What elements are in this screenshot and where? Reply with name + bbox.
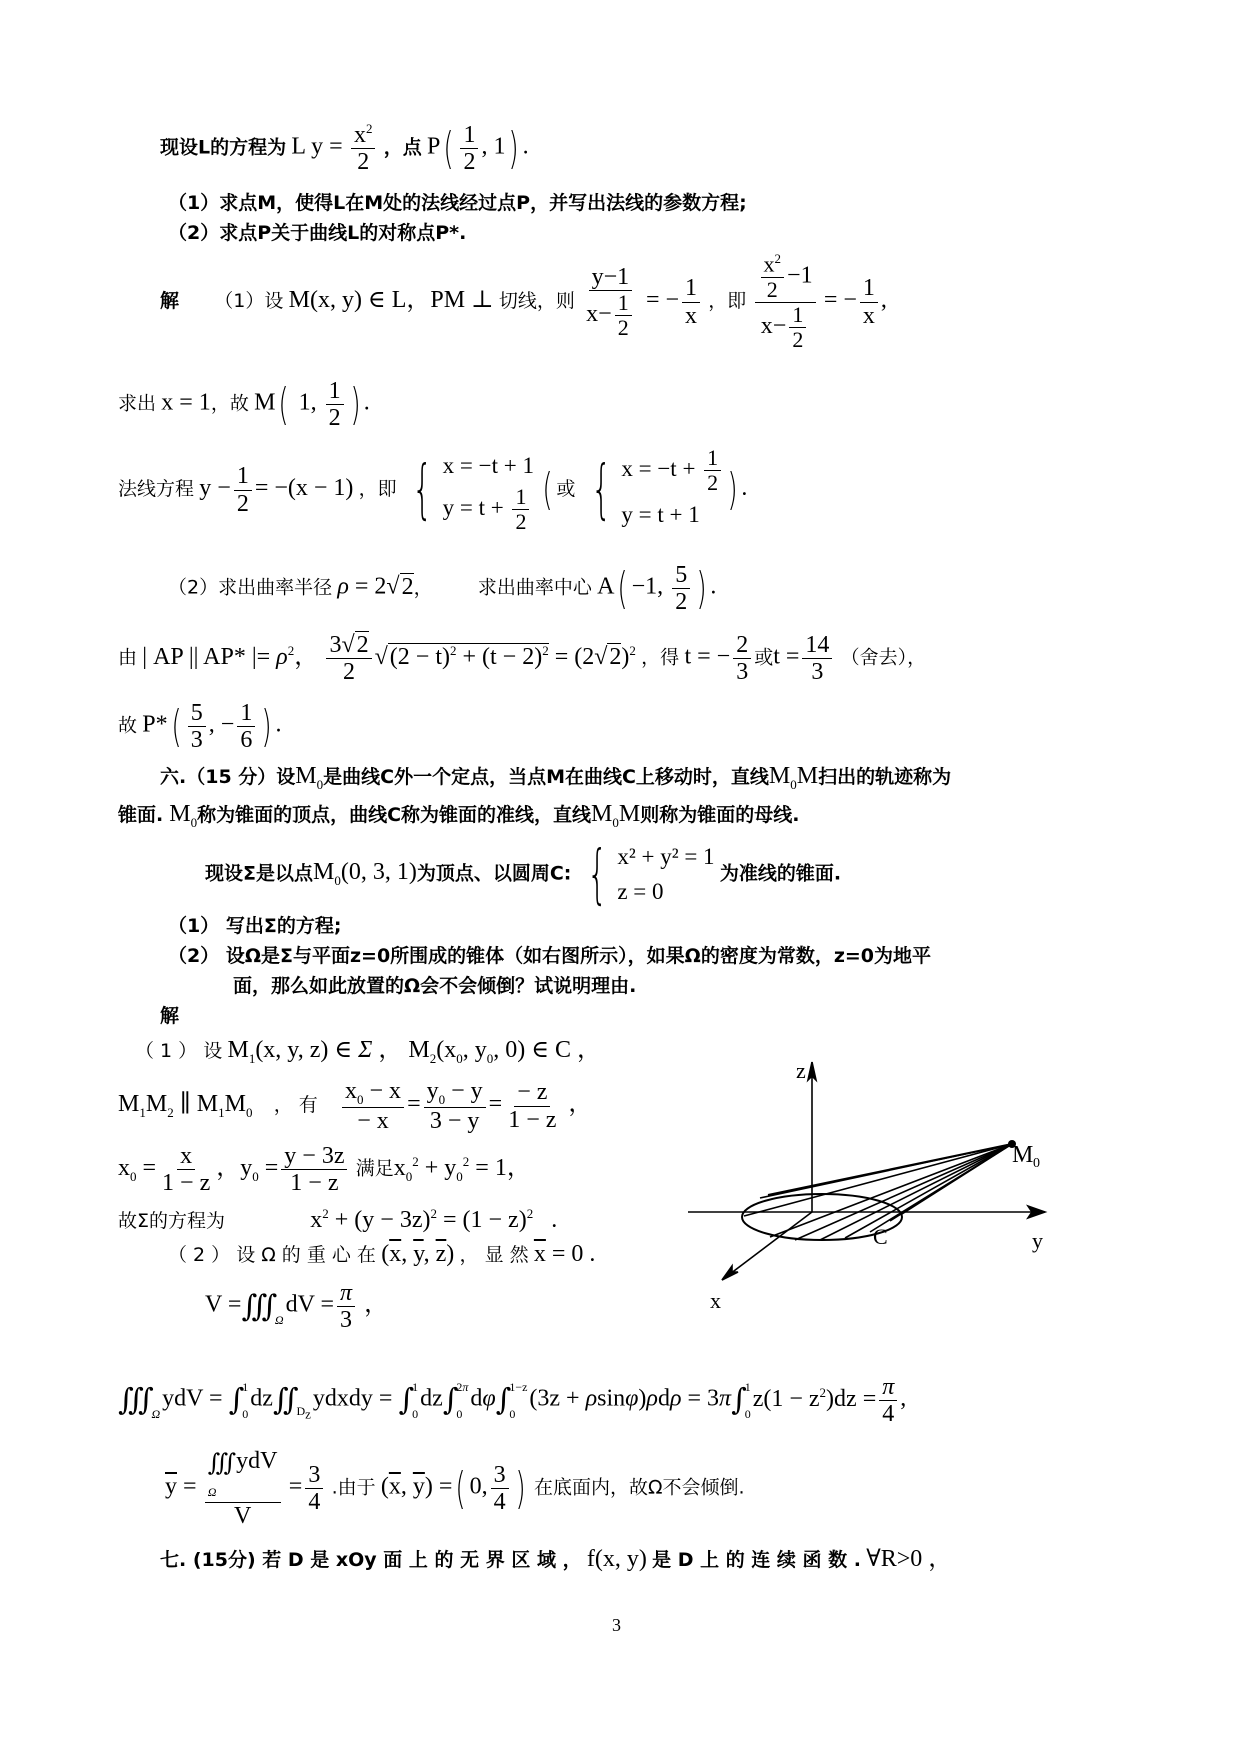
solution-label: 解 [160,1005,180,1027]
p6-ybar-line: $\overline{y}$ = ∭ydV Ω V = $\frac{3}{4}$ .由于 ($\overline{x}$, $\overline{y}$) =( 0, $\frac{3}{4}$ ) 在底面内，故Ω不会倾倒. [165,1448,745,1530]
solution-label: 解 [160,289,180,312]
p5-question-2: （2）求点P关于曲线L的对称点P*. [168,222,467,244]
vertex-label-m0: M [1012,1142,1034,1168]
p6-line-3: 现设Σ是以点$M_0(0$, 3, 1)为顶点、以圆周C: { x² + y² = 1 z = 0 为准线的锥面. [205,837,842,912]
p5-normal-line-eq: 法线方程 y − $\frac{1}{2}$ = −(x − 1) ，即 { x = −t + 1 y = t + $\frac{1}{2}$ ( 或 { x = −t + $\frac{1}{2}$ y = t + 1 ) . [118,445,748,535]
p6-sigma-equation: 故Σ的方程为 $x^2 + (y - 3z)^2 = (1 - z)^2$ . [118,1206,558,1233]
axis-label-y: y [1032,1228,1043,1253]
p5-result-pstar: 故 P*( $\frac{5}{3}$ , − $\frac{1}{6}$ ) . [118,700,282,754]
p5-solution-1-line: 解 （1）设 M(x, y) ∈ L，PM ⊥ 切线，则 y−1 x− $\frac{1}{2}$ = − $\frac{1}{x}$ ，即 $\frac{x^2}{2}$ −1 x− $\frac{1}{2}$ = − $\frac{1}{x}$ , [160,251,887,352]
p5-solution-m-point: 求出 x = 1，故 M( 1, $\frac{1}{2}$ ) . [118,378,370,432]
p6-sol-line-1: （ 1 ） 设 $M_1(x$, y, z) ∈ Σ ， $M_2(x_0$, $y_0$, 0) ∈ C ， [135,1037,602,1066]
p5-setup-line: 现设L的方程为 L y = $\frac{x^2}{2}$ ，点 P( $\frac{1}{2}$ , 1) . [160,121,529,176]
p5-tvalue-line: 由 | AP || AP* |= $\rho^2$， $\frac{3√2}{2}$ $√(2 - t)^2 + (t - 2)^2 = (2√2)^2$ ，得 t = − $\frac{2}{3}$ 或t = $\frac{14}{3}$ （舍去）， [118,632,927,686]
page-number: 3 [612,1615,621,1635]
axis-label-z: z [796,1058,806,1083]
axis-label-x: x [710,1288,721,1313]
p6-centroid-line: （ 2 ） 设 Ω 的 重 心 在 ($\overline{x}$, $\overline{y}$, $\overline{z}$) ， 显 然 $\overline{x} = 0$ . [168,1241,596,1267]
p6-question-1: （1） 写出Σ的方程; [168,915,342,937]
p6-question-2b: 面，那么如此放置的Ω会不会倾倒？试说明理由. [233,975,637,997]
cone-figure [660,1040,1060,1340]
p6-volume-line: V =∭ Ω dV = $\frac{\pi}{3}$ ， [205,1280,389,1334]
curve-label-c: C [873,1224,888,1249]
p6-integral-line: ∭ Ω ydV = ∫ 1 0 dz∬ $D_z$ ydxdy = ∫ 1 0 dz∫ 2π 0 dφ∫ 1−z 0 (3z + ρsinφ)ρdρ = 3π∫ 1 0 $z(1 - z^2)dz$ = $\frac{\pi}{4}$ , [118,1373,907,1428]
p5-setup-prefix: 现设L的方程为 [160,136,287,159]
p7-header: 七. (15分) 若 D 是 xOy 面 上 的 无 界 区 域 ， f(x, y) 是 D 上 的 连 续 函 数 . ∀R>0 ， [160,1546,953,1572]
vertex-label-m0-sub: 0 [1033,1156,1040,1171]
p5-question-1: （1）求点M，使得L在M处的法线经过点P，并写出法线的参数方程; [168,192,747,214]
p6-sol-line-2: $M_1M_2$ ∥ $M_1M_0$ ， 有 $\frac{x_0 - x}{- x}$ = $\frac{y_0 - y}{3 - y}$ = $\frac{- z}{1 - z}$ ， [118,1078,593,1135]
p5-curvature-line: （2）求出曲率半径 ρ = 2√2， 求出曲率中心 A( −1, $\frac{5}{2}$ ) . [168,562,717,616]
p6-line-2: 锥面. $M_0$称为锥面的顶点，曲线C称为锥面的准线，直线$M_0M$则称为锥面的母线. [118,801,800,830]
p6-header: 六.（15 分）设$M_0$是曲线C外一个定点，当点M在曲线C上移动时，直线$M_0M$扫出的轨迹称为 [160,763,952,792]
p6-question-2a: （2） 设Ω是Σ与平面z=0所围成的锥体（如右图所示），如果Ω的密度为常数，z=0为地平 [168,945,932,967]
p6-sol-line-3: $x_0$ = $\frac{x}{1 - z}$ ，$y_0$ = $\frac{y - 3z}{1 - z}$ 满足$x_0^2 + y_0^2 = 1$， [118,1143,531,1197]
